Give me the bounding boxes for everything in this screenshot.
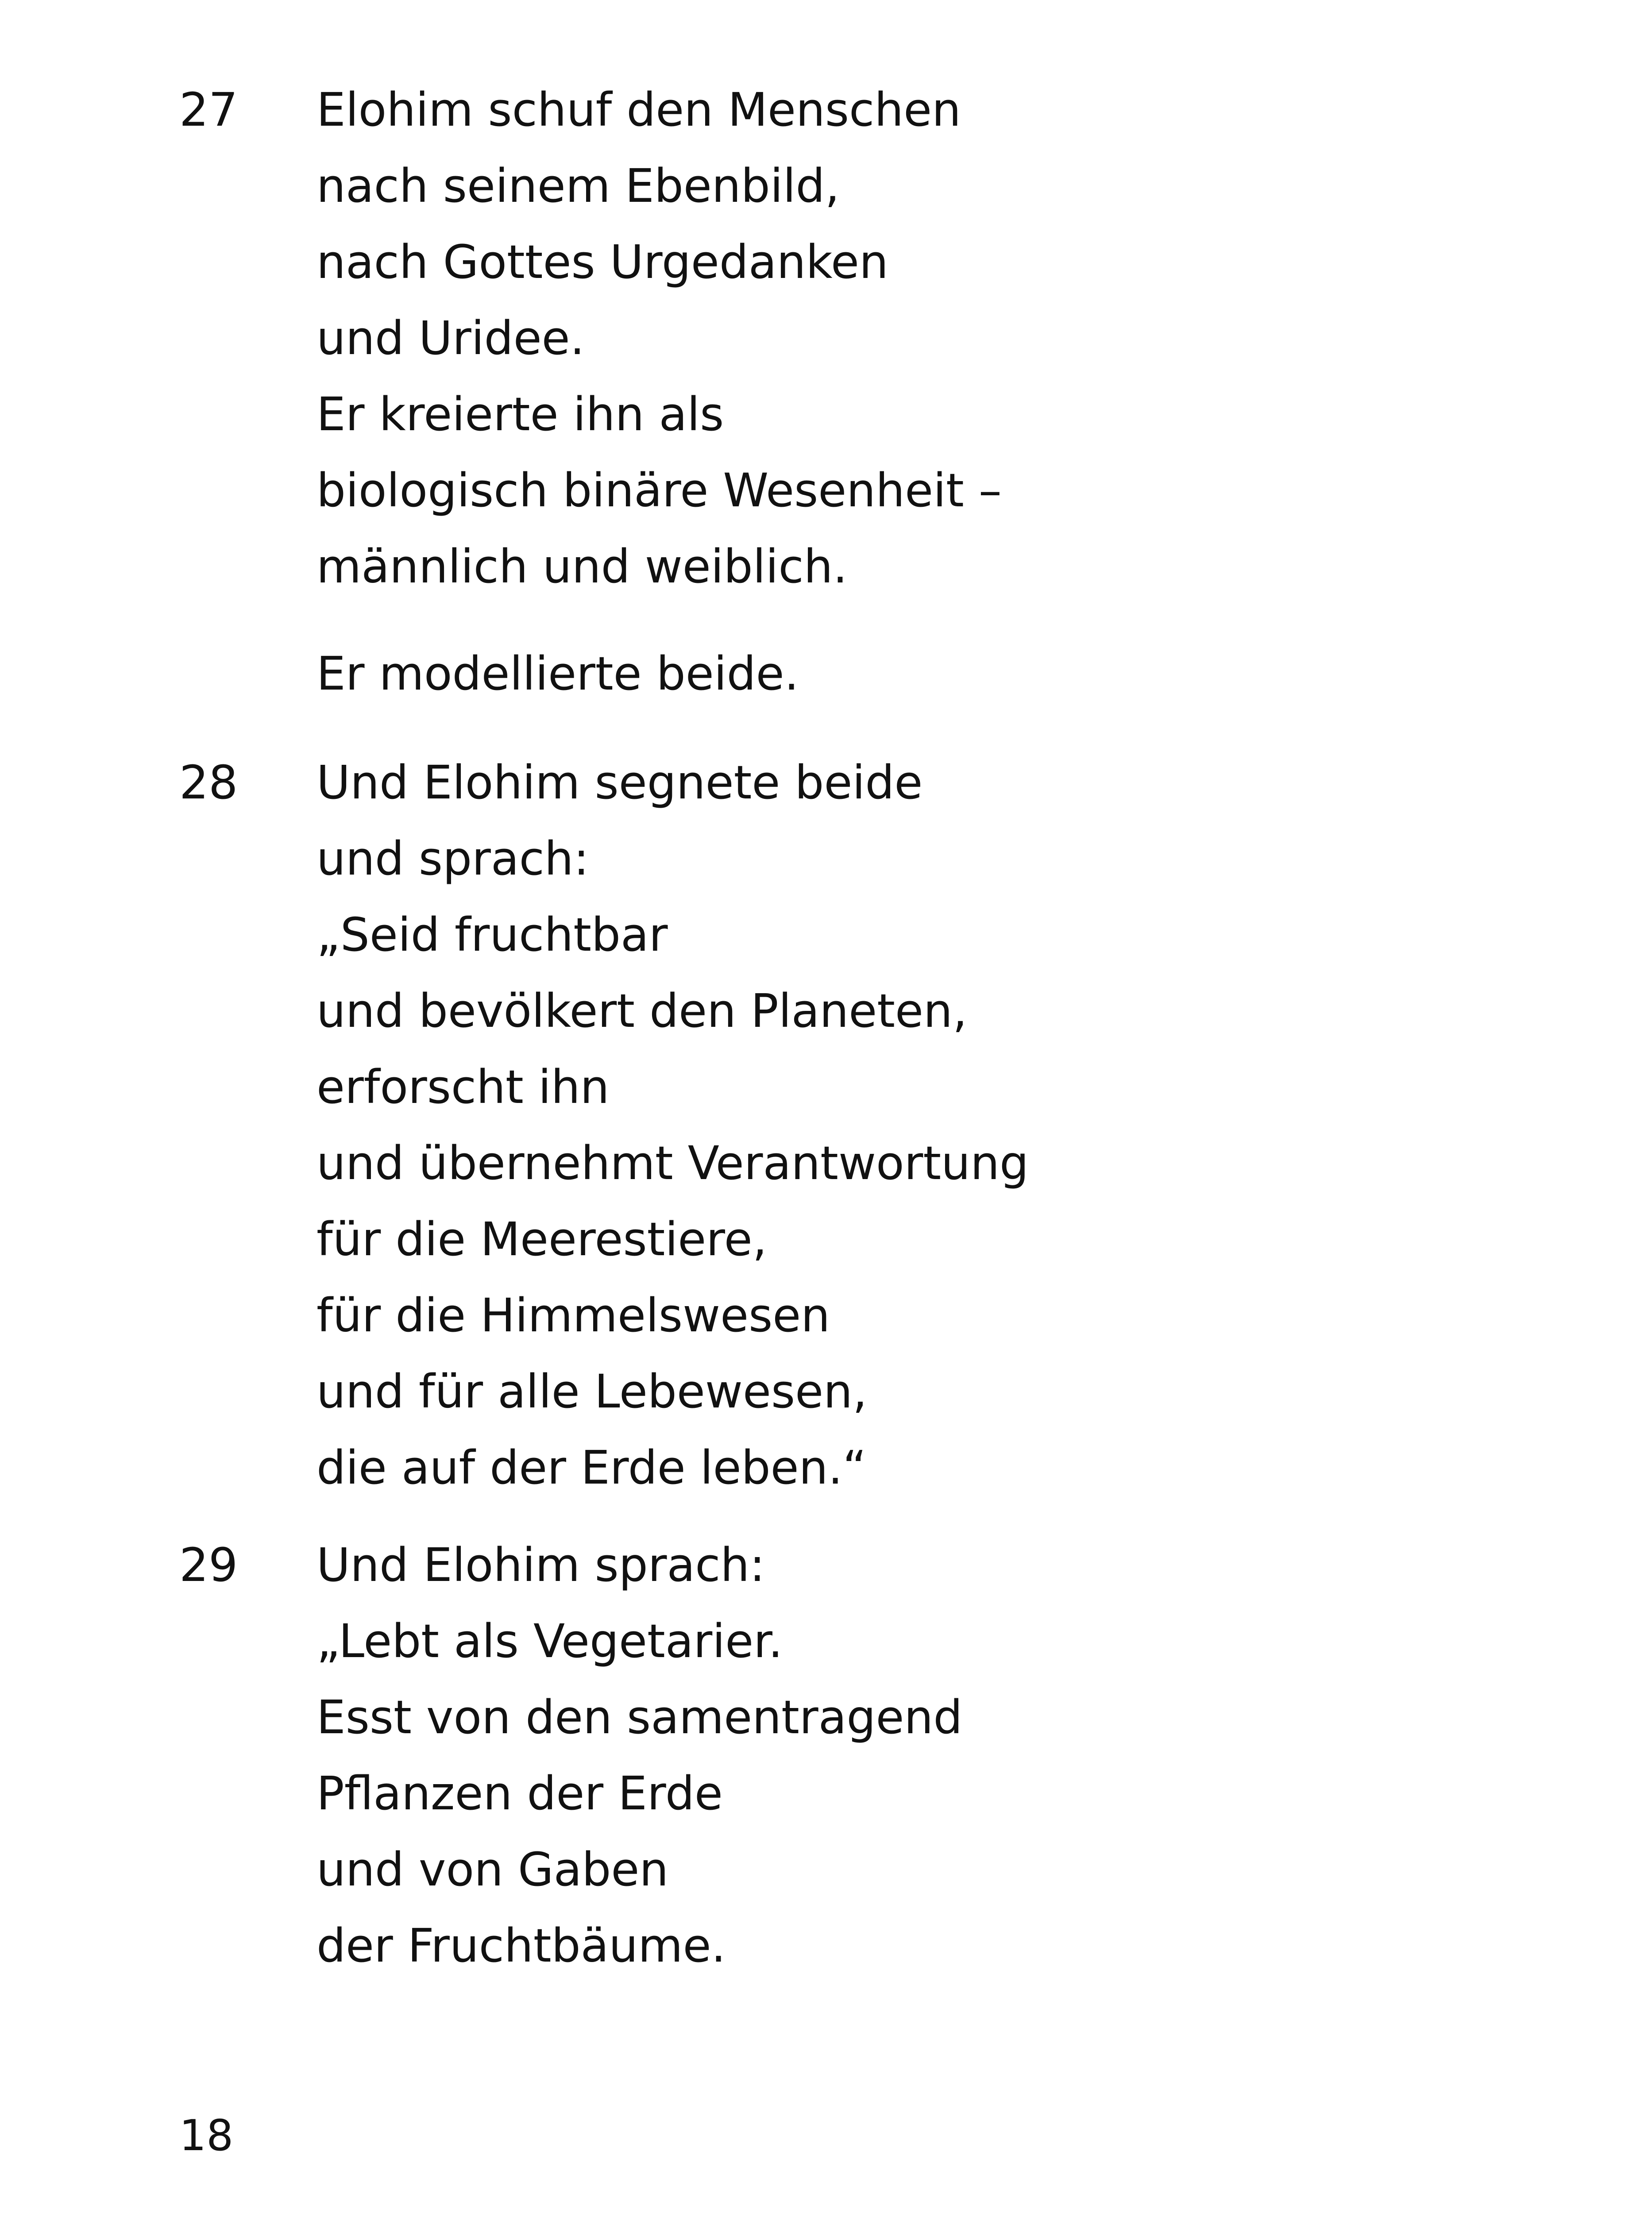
verse-line: Er kreierte ihn als	[317, 387, 724, 441]
page-number: 18	[179, 2111, 234, 2160]
verse-line: der Fruchtbäume.	[317, 1919, 726, 1973]
verse-number: 29	[179, 1538, 238, 1592]
verse-line: Esst von den samentragend	[317, 1690, 963, 1744]
verse-line: Pflanzen der Erde	[317, 1766, 723, 1820]
verse-line: Und Elohim sprach:	[317, 1538, 765, 1592]
verse-line: Elohim schuf den Menschen	[317, 83, 961, 137]
verse-text	[317, 72, 1002, 712]
verse-line: und für alle Lebewesen,	[317, 1365, 868, 1419]
verse-line: und von Gaben	[317, 1843, 669, 1897]
verse-line: und Uridee.	[317, 311, 585, 365]
verse-text	[317, 744, 1029, 1506]
verse-line: nach Gottes Urgedanken	[317, 235, 888, 289]
verse-line: männlich und weiblich.	[317, 540, 848, 594]
verse-line: nach seinem Ebenbild,	[317, 159, 840, 213]
verse-line: und sprach:	[317, 832, 589, 886]
verse-text	[317, 1527, 962, 1984]
verse-line: und übernehmt Verantwortung	[317, 1136, 1029, 1190]
verse-line: und bevölkert den Planeten,	[317, 984, 968, 1038]
verse-line: Und Elohim segnete beide	[317, 756, 923, 810]
verse-line: für die Meerestiere,	[317, 1212, 767, 1266]
verse-line: die auf der Erde leben.“	[317, 1441, 867, 1495]
verse-number: 27	[179, 83, 238, 137]
verse-line: für die Himmelswesen	[317, 1288, 830, 1342]
verse-line: erforscht ihn	[317, 1060, 610, 1114]
verse-line: biologisch binäre Wesenheit –	[317, 463, 1002, 517]
stanza-gap	[317, 605, 1002, 636]
verse-number: 28	[179, 756, 238, 810]
verse-line: „Lebt als Vegetarier.	[317, 1614, 783, 1668]
verse-line: Er modellierte beide.	[317, 647, 799, 701]
verse-line: „Seid fruchtbar	[317, 908, 668, 962]
